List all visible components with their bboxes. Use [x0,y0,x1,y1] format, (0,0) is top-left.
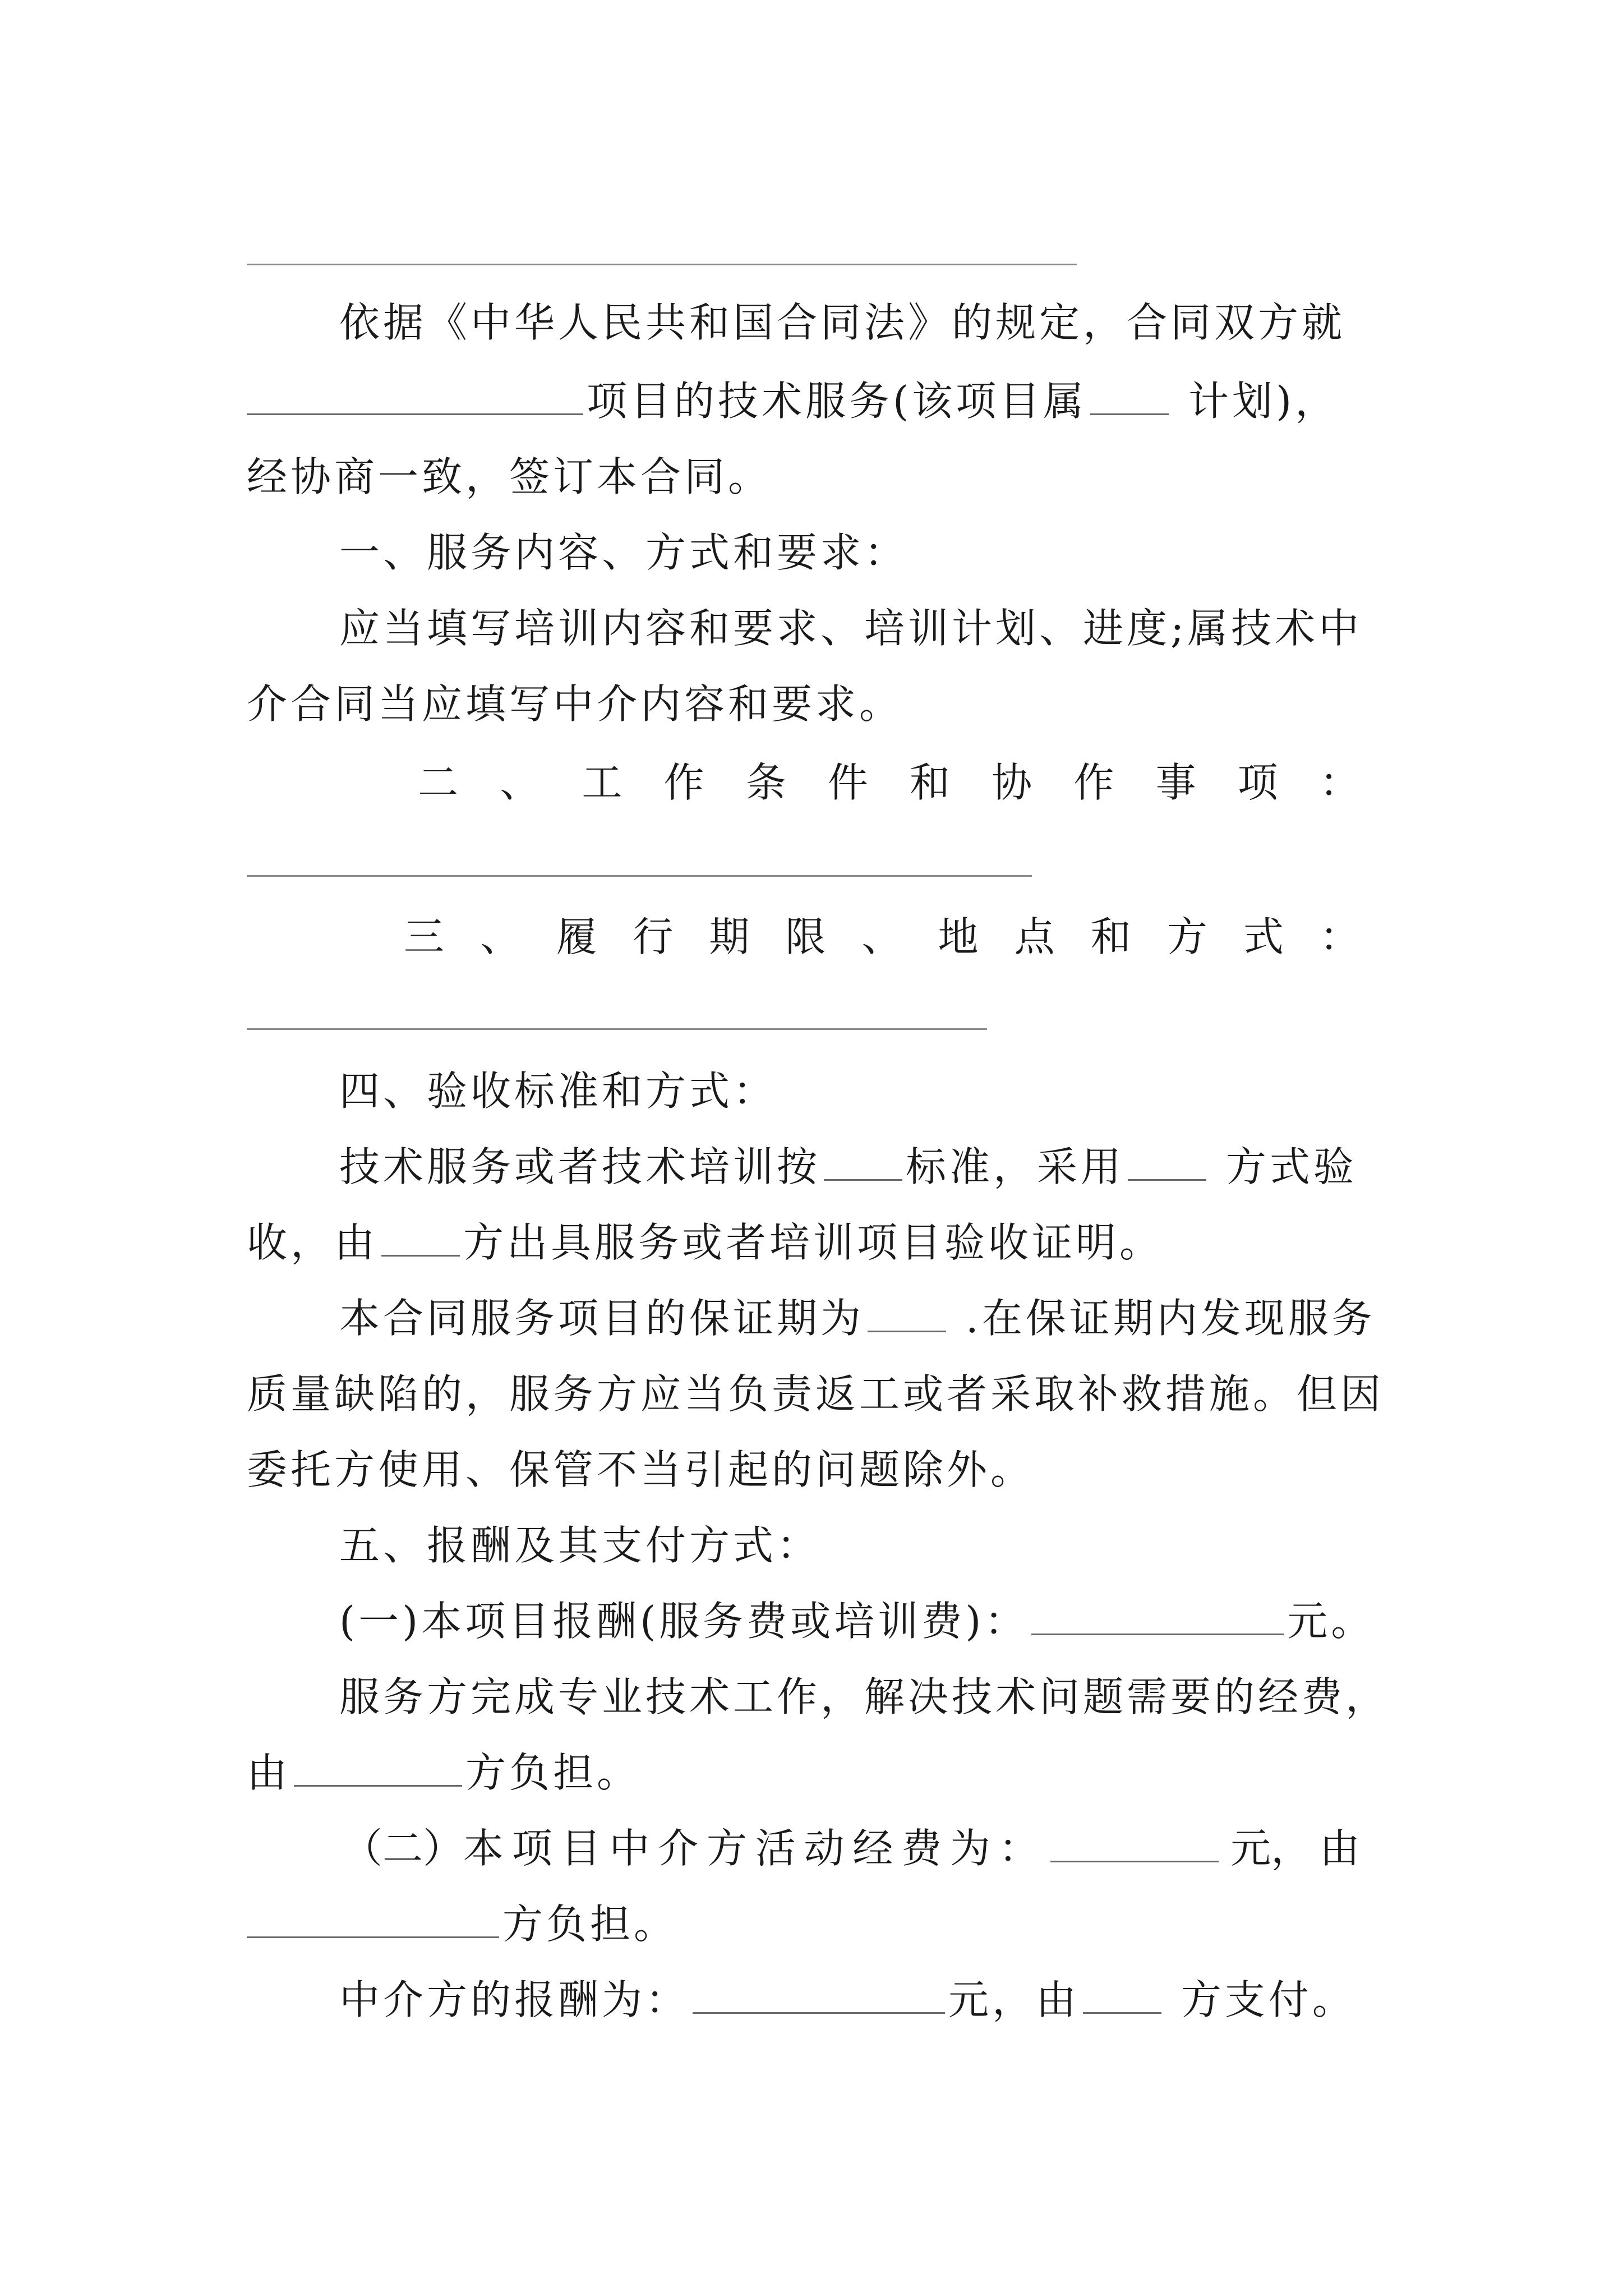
section-5-text: 元，由 [948,1976,1080,2023]
section-5-text: (一)本项目报酬(服务费或培训费)： [339,1598,1029,1645]
section-5-char: 经 [852,1825,893,1872]
section-5-text: 服务方完成专业技术工作，解决技术问题需要的经费， [339,1673,1390,1720]
section-4-p2-line-3 [247,1442,1034,1498]
warranty-period-blank [868,1296,946,1332]
section-1-body-text-1: 应当填写培训内容和要求、培训计划、进度;属技术中 [339,605,1363,652]
section-4-text: .在保证期内发现服务 [965,1295,1376,1342]
section-4-text: 标准，采用 [906,1143,1125,1190]
section-5-text: 方支付。 [1181,1976,1356,2023]
intro-text-2-tail: 计划)， [1188,378,1339,425]
expense-bearer-blank [294,1750,462,1787]
top-blank-line [247,264,1077,265]
section-5-item-1-para-1 [339,1669,1389,1725]
section-5-item-1 [339,1593,1375,1649]
section-2-char: 件 [827,759,868,806]
section-5-fee-line [339,1972,1356,2028]
intro-text-3: 经协商一致，签订本合同。 [247,453,772,500]
section-3-char: 、 [861,913,902,960]
section-5-item-2-line-2 [247,1896,677,1952]
section-5-char: 费 [901,1825,942,1872]
intermediary-reward-blank [693,1977,945,2014]
section-3-char: 式 [1243,913,1284,960]
section-1-body-2 [247,676,903,732]
section-5-char: 动 [804,1825,845,1872]
section-4-p1-line-2 [247,1214,1163,1271]
section-5-text: 由 [1319,1825,1360,1872]
section-4-heading [339,1063,777,1119]
service-fee-blank [1031,1599,1284,1635]
section-5-char: 活 [755,1825,796,1872]
section-5-item-1-para-2 [247,1745,640,1801]
intro-text-2: 项目的技术服务(该项目属 [587,378,1087,425]
section-3-char: 、 [480,913,521,960]
section-2-char: 项 [1237,759,1278,806]
intro-line-2 [247,373,1339,429]
section-3-char: 方 [1166,913,1207,960]
section-5-char: 为 [949,1825,990,1872]
reward-payer-blank [1083,1977,1161,2014]
section-5-char: 目 [560,1825,601,1872]
section-3-heading [404,909,1360,965]
section-5-char: ： [998,1825,1039,1872]
section-3-char: 履 [556,913,597,960]
intermediary-fee-blank-wrap [1047,1820,1222,1876]
section-5-text: 由 [247,1749,291,1796]
method-blank [1128,1144,1206,1181]
section-2-heading [418,754,1360,811]
section-2-char: 作 [663,759,704,806]
section-1-heading [339,524,908,581]
section-2-char: 工 [582,759,623,806]
section-3-char: 点 [1014,913,1055,960]
section-3-char: 限 [785,913,826,960]
section-5-char: 项 [511,1825,552,1872]
section-3-char: ： [1319,913,1360,960]
section-1-body-text-2: 介合同当应填写中介内容和要求。 [247,680,903,728]
section-4-text: 委托方使用、保管不当引起的问题除外。 [247,1446,1035,1493]
section-3-char: 地 [938,913,979,960]
project-name-blank [247,379,583,415]
section-5-text: 元。 [1287,1598,1375,1645]
standard-blank [824,1144,902,1181]
section-4-text: 本合同服务项目的保证期为 [339,1295,865,1342]
section-4-p2-line-2 [247,1366,1384,1422]
section-1-body-1 [339,600,1362,656]
section-2-char: 事 [1155,759,1196,806]
section-5-char: 中 [609,1825,650,1872]
section-2-char: ： [1319,759,1360,806]
section-5-char: （二）本 [342,1825,504,1872]
plan-type-blank [1090,379,1169,415]
intermediary-fee-blank [1050,1826,1219,1862]
section-5-text: 元， [1230,1825,1312,1872]
intro-line-1 [339,295,1345,351]
section-5-text: 方负担。 [465,1749,641,1796]
section-2-char: 、 [500,759,541,806]
section-5-char: 方 [706,1825,747,1872]
section-4-text: 方式验 [1225,1143,1357,1190]
intro-text-1: 依据《中华人民共和国合同法》的规定，合同双方就 [339,299,1346,346]
section-3-char: 三 [404,913,445,960]
section-2-char: 二 [418,759,459,806]
section-2-blank-line [247,875,1032,877]
section-4-text: 质量缺陷的，服务方应当负责返工或者采取补救措施。但因 [247,1370,1385,1418]
section-2-char: 作 [1073,759,1114,806]
section-5-char: 介 [658,1825,699,1872]
section-4-heading-text: 四、验收标准和方式： [339,1068,777,1115]
intermediary-bearer-blank [247,1902,499,1938]
section-3-char: 和 [1090,913,1131,960]
section-1-heading-text: 一、服务内容、方式和要求： [339,529,909,576]
section-5-text: 方负担。 [502,1901,678,1948]
section-5-text: 中介方的报酬为： [339,1976,690,2023]
section-2-char: 协 [992,759,1032,806]
section-3-char: 行 [633,913,674,960]
section-2-char: 和 [910,759,951,806]
section-4-text: 方出具服务或者培训项目验收证明。 [463,1219,1164,1266]
section-4-text: 技术服务或者技术培训按 [339,1143,821,1190]
section-4-p1-line-1 [339,1139,1357,1195]
section-3-blank-line [247,1028,987,1030]
section-5-heading [339,1517,820,1573]
section-4-text: 收，由 [247,1219,379,1266]
issuer-blank [381,1220,460,1257]
intro-line-3 [247,449,772,505]
section-5-item-2 [342,1820,1360,1876]
section-2-char: 条 [745,759,786,806]
section-4-p2-line-1 [339,1290,1376,1346]
section-5-heading-text: 五、报酬及其支付方式： [339,1522,821,1569]
section-3-char: 期 [709,913,750,960]
